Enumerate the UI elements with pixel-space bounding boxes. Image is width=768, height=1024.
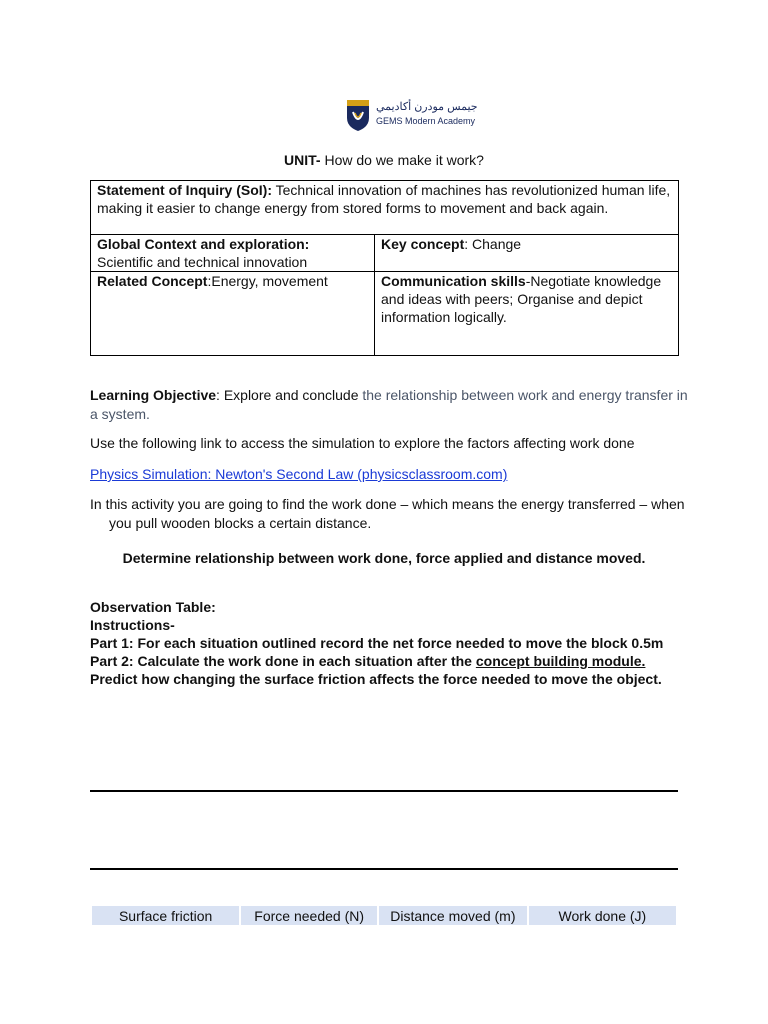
concept-row bbox=[91, 272, 679, 356]
comm-skills-label: Communication skills bbox=[381, 273, 526, 289]
learning-objective-focus: the relationship between work and energy transfer in a system. bbox=[90, 387, 688, 422]
determine-heading: Determine relationship between work done, force applied and distance moved. bbox=[122, 550, 646, 566]
context-row bbox=[91, 235, 679, 272]
part1-text: Part 1: For each situation outlined record the net force needed to move the block 0.5m bbox=[90, 635, 664, 651]
observation-table-label: Observation Table: bbox=[90, 599, 216, 615]
observation-header-row bbox=[92, 906, 676, 925]
unit-title bbox=[0, 152, 768, 168]
part2-text bbox=[90, 652, 690, 670]
learning-objective-label: Learning Objective bbox=[90, 387, 217, 403]
unit-label: UNIT- bbox=[284, 152, 321, 168]
related-concept-label: Related Concept bbox=[97, 273, 208, 289]
global-context-text: Scientific and technical innovation bbox=[97, 254, 308, 270]
soi-label: Statement of Inquiry (SoI): bbox=[97, 182, 272, 198]
global-context-label: Global Context and exploration: bbox=[97, 236, 310, 252]
activity-text: In this activity you are going to find the work done – which means the energy transferred – when you pull wooden blocks a certain distance. bbox=[90, 496, 685, 531]
key-concept-text: : Change bbox=[464, 236, 522, 252]
instructions-block bbox=[90, 598, 690, 688]
header-surface-friction: Surface friction bbox=[92, 906, 239, 925]
concept-building-link[interactable]: concept building module. bbox=[475, 653, 646, 669]
comm-skills-text: -Negotiate knowledge and ideas with peers; Organise and depict information logically. bbox=[381, 273, 662, 325]
shield-icon bbox=[346, 100, 370, 132]
key-concept-cell bbox=[375, 235, 679, 272]
unit-question: How do we make it work? bbox=[320, 152, 484, 168]
logo-english-text: GEMS Modern Academy bbox=[376, 116, 476, 126]
answer-line-2[interactable] bbox=[90, 868, 678, 870]
instructions-label: Instructions- bbox=[90, 617, 175, 633]
comm-skills-cell bbox=[375, 272, 679, 356]
soi-row bbox=[91, 181, 679, 235]
related-concept-cell bbox=[91, 272, 375, 356]
inquiry-table bbox=[90, 180, 679, 356]
logo-arabic-text: جيمس مودرن أكاديمي bbox=[376, 101, 478, 113]
related-concept-text: :Energy, movement bbox=[207, 273, 328, 289]
answer-line-1[interactable] bbox=[90, 790, 678, 792]
soi-cell bbox=[91, 181, 679, 235]
key-concept-label: Key concept bbox=[381, 236, 465, 252]
header-work-done: Work done (J) bbox=[529, 906, 676, 925]
simulation-link[interactable]: Physics Simulation: Newton's Second Law (physicsclassroom.com) bbox=[90, 466, 508, 482]
global-context-cell bbox=[91, 235, 375, 272]
soi-text: Technical innovation of machines has revolutionized human life, making it easier to change energy from stored forms to movement and back again. bbox=[97, 182, 671, 216]
learning-objective bbox=[90, 386, 690, 424]
part2-prefix: Part 2: Calculate the work done in each situation after the bbox=[90, 653, 476, 669]
header-distance-moved: Distance moved (m) bbox=[379, 906, 527, 925]
predict-text: Predict how changing the surface friction affects the force needed to move the object. bbox=[90, 671, 662, 687]
header-force-needed: Force needed (N) bbox=[241, 906, 377, 925]
school-logo bbox=[346, 100, 476, 132]
observation-table bbox=[90, 906, 678, 925]
learning-objective-intro: : Explore and conclude bbox=[216, 387, 363, 403]
link-intro-text: Use the following link to access the simulation to explore the factors affecting work done bbox=[90, 435, 635, 451]
